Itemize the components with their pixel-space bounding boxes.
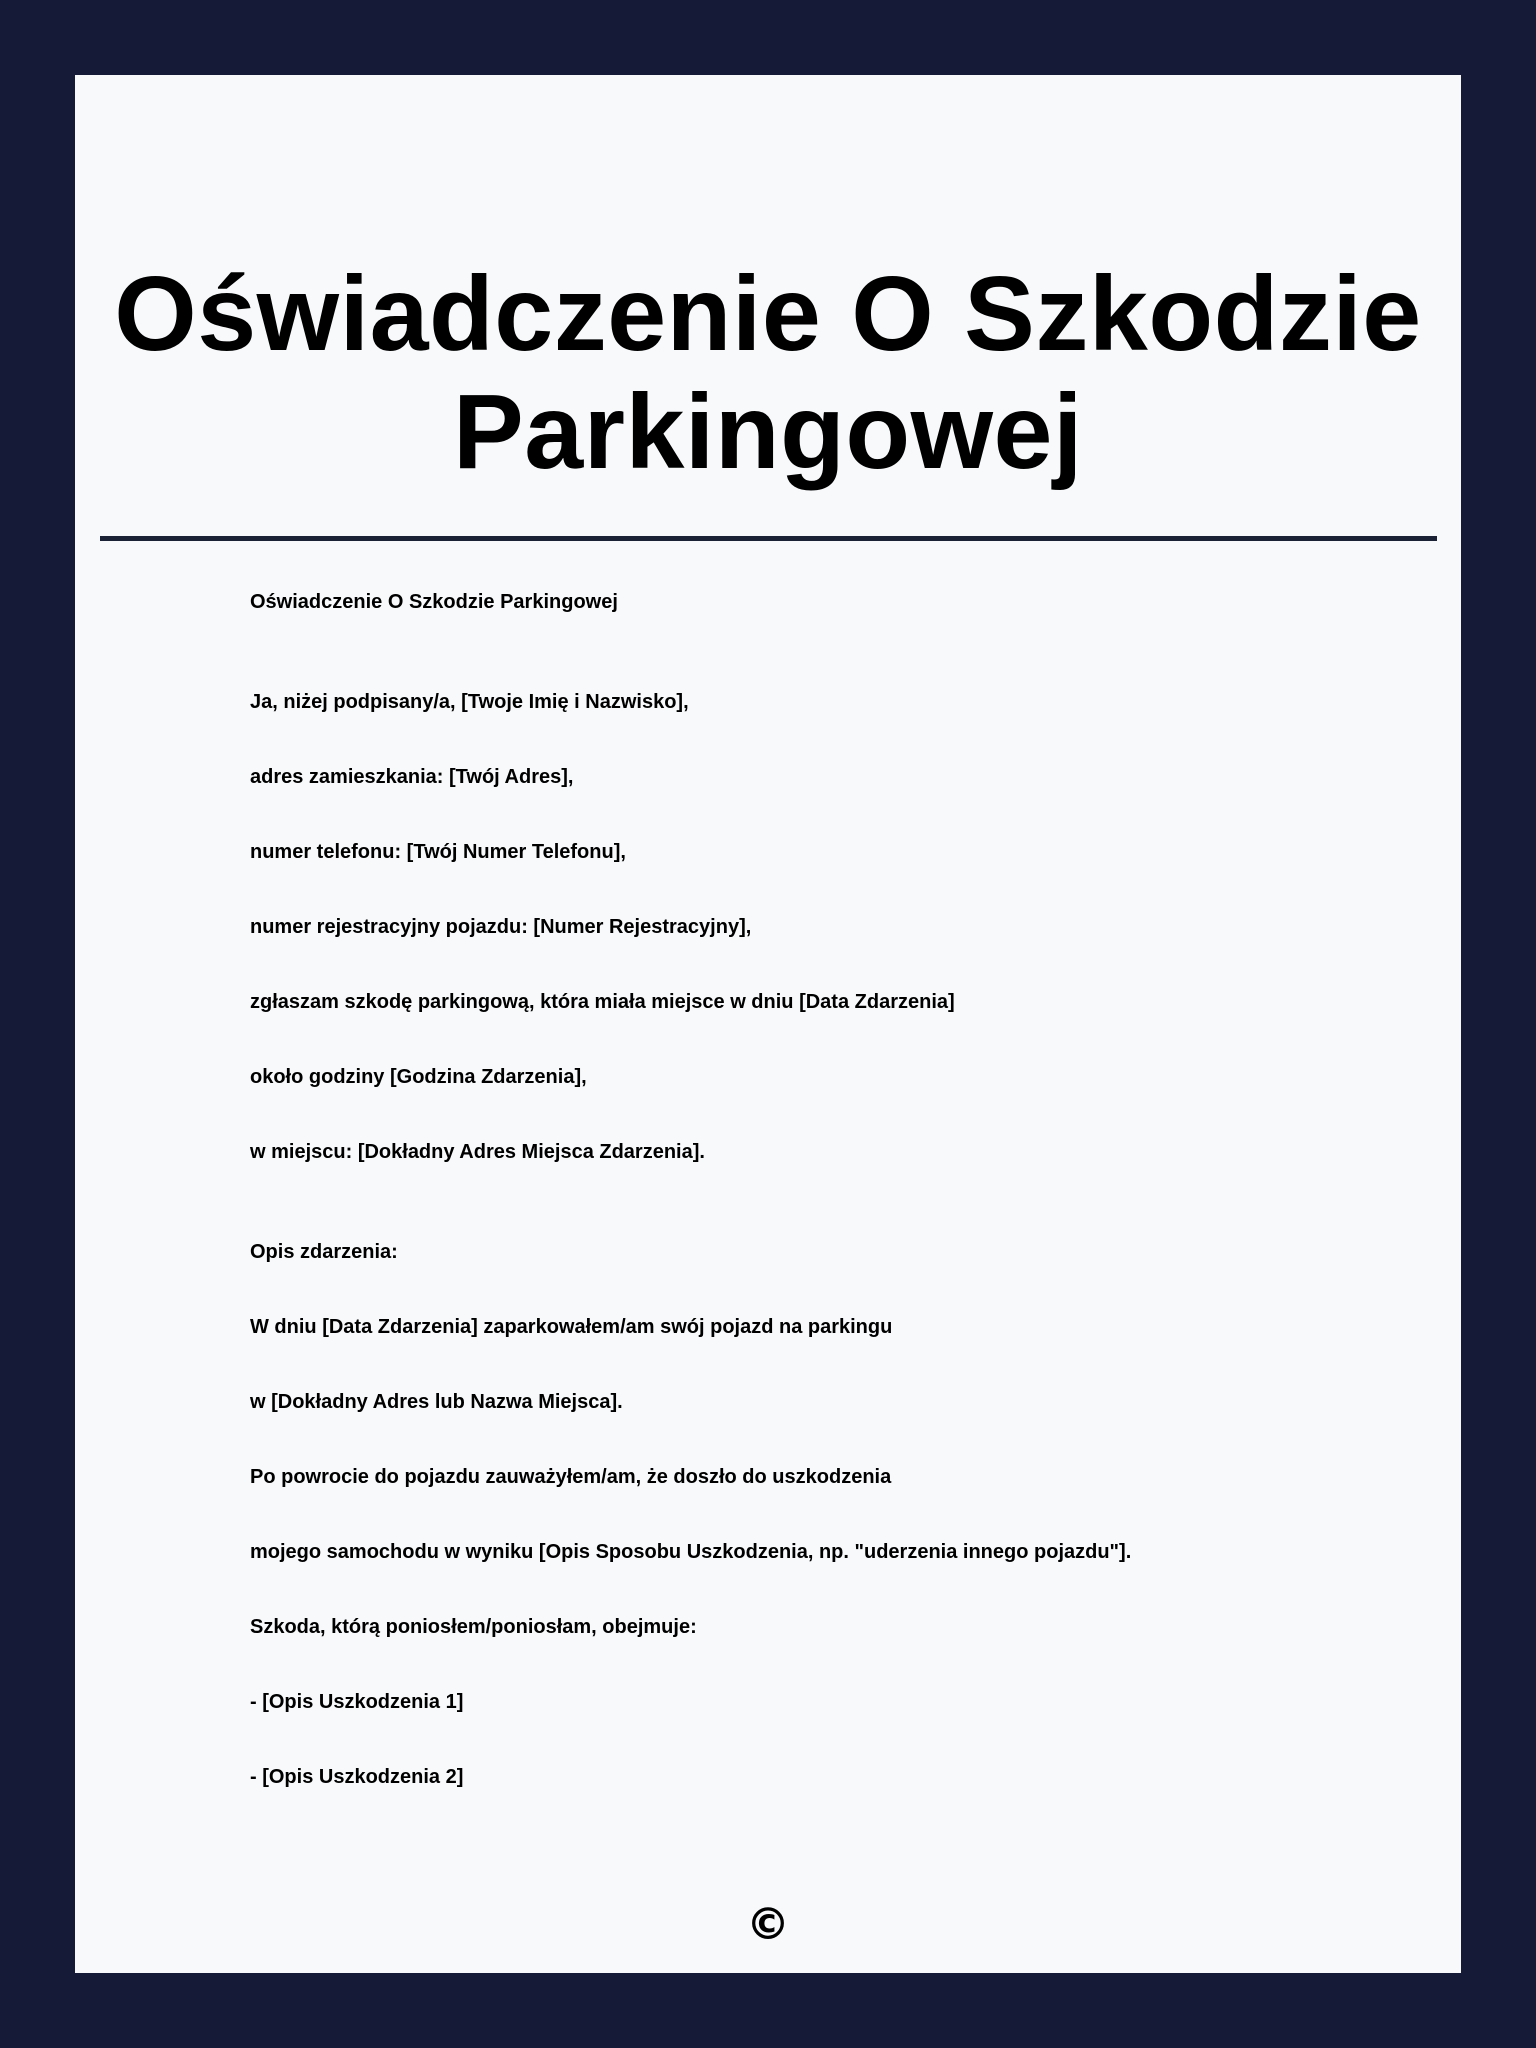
document-page	[75, 75, 1461, 1973]
document-title: Oświadczenie O Szkodzie Parkingowej	[114, 255, 1422, 491]
body-line: W dniu [Data Zdarzenia] zaparkowałem/am swój pojazd na parkingu	[250, 1316, 893, 1338]
body-line: Po powrocie do pojazdu zauważyłem/am, że doszło do uszkodzenia	[250, 1466, 892, 1488]
body-line: około godziny [Godzina Zdarzenia],	[250, 1066, 587, 1088]
body-line: Szkoda, którą poniosłem/poniosłam, obejmuje:	[250, 1616, 697, 1638]
body-line: numer rejestracyjny pojazdu: [Numer Rejestracyjny],	[250, 916, 752, 938]
body-line: adres zamieszkania: [Twój Adres],	[250, 766, 574, 788]
list-item: - [Opis Uszkodzenia 1]	[250, 1691, 464, 1713]
title-divider	[100, 536, 1437, 541]
document-heading: Oświadczenie O Szkodzie Parkingowej	[250, 591, 618, 613]
section-label: Opis zdarzenia:	[250, 1241, 398, 1263]
body-line: w miejscu: [Dokładny Adres Miejsca Zdarzenia].	[250, 1141, 705, 1163]
body-line: numer telefonu: [Twój Numer Telefonu],	[250, 841, 626, 863]
copyright-icon: ©	[746, 1899, 790, 1950]
list-item: - [Opis Uszkodzenia 2]	[250, 1766, 464, 1788]
body-line: w [Dokładny Adres lub Nazwa Miejsca].	[250, 1391, 623, 1413]
body-line: Ja, niżej podpisany/a, [Twoje Imię i Nazwisko],	[250, 691, 689, 713]
body-line: zgłaszam szkodę parkingową, która miała miejsce w dniu [Data Zdarzenia]	[250, 991, 955, 1013]
body-line: mojego samochodu w wyniku [Opis Sposobu Uszkodzenia, np. "uderzenia innego pojazdu"].	[250, 1541, 1132, 1563]
